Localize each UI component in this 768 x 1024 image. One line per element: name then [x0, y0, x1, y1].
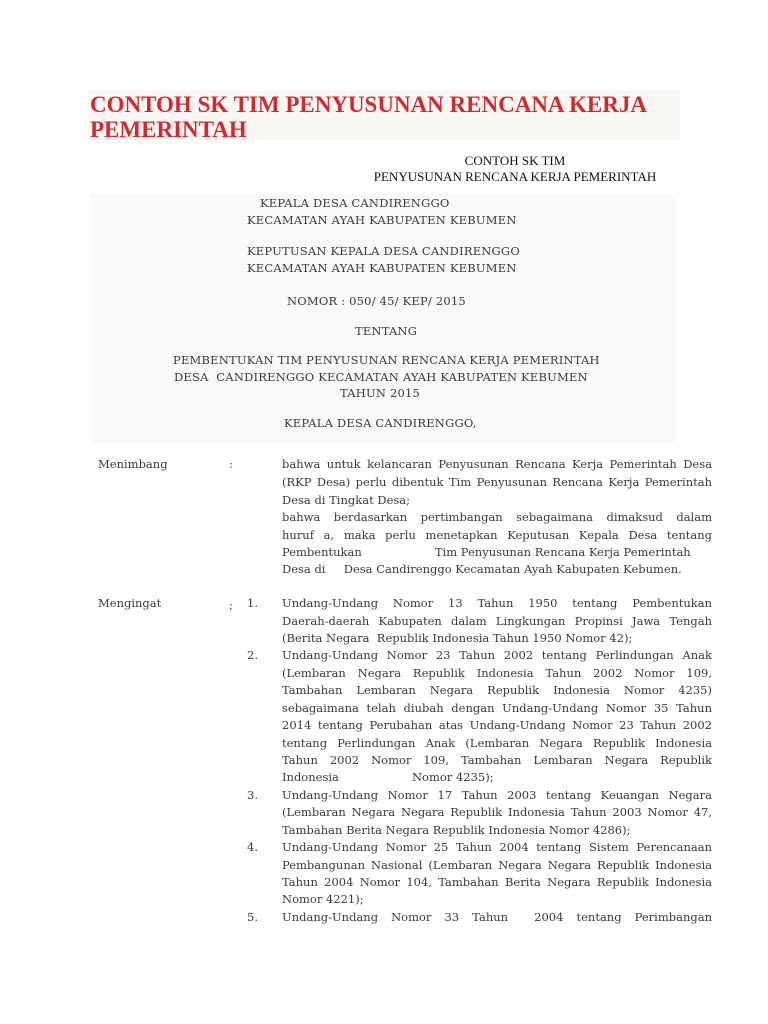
mengingat-item-line: Undang-Undang Nomor 33 Tahun 2004 tentang Perimbangan — [282, 910, 712, 924]
header-tentang: TENTANG — [355, 324, 418, 338]
header-closing: KEPALA DESA CANDIRENGGO, — [284, 416, 477, 430]
decree-header-box — [90, 194, 676, 444]
menimbang-line: bahwa berdasarkan pertimbangan sebagaimana dimaksud dalam — [282, 510, 712, 524]
header-subject-line: DESA CANDIRENGGO KECAMATAN AYAH KABUPATEN KEBUMEN — [174, 370, 588, 384]
mengingat-item-line: Undang-Undang Nomor 13 Tahun 1950 tentang Pembentukan — [282, 596, 712, 610]
mengingat-item-line: Pembangunan Nasional (Lembaran Negara Negara Republik Indonesia — [282, 858, 712, 872]
mengingat-item-line: 2014 tentang Perubahan atas Undang-Undang Nomor 23 Tahun 2002 — [282, 718, 712, 732]
mengingat-item-line: Nomor 4221); — [282, 892, 364, 906]
header-nomor: NOMOR : 050/ 45/ KEP/ 2015 — [287, 294, 466, 308]
mengingat-item-number: 3. — [247, 788, 258, 802]
mengingat-item-line: Undang-Undang Nomor 23 Tahun 2002 tentang Perlindungan Anak — [282, 648, 712, 662]
mengingat-label: Mengingat — [98, 596, 162, 610]
menimbang-colon: : — [229, 457, 233, 471]
mengingat-colon: ; — [229, 598, 233, 612]
mengingat-item-number: 4. — [247, 840, 258, 854]
header-subject-line: TAHUN 2015 — [340, 386, 421, 400]
subtitle — [355, 153, 675, 185]
header-keputusan-line: KECAMATAN AYAH KABUPATEN KEBUMEN — [247, 261, 517, 275]
menimbang-line: Desa di Desa Candirenggo Kecamatan Ayah Kabupaten Kebumen. — [282, 562, 682, 576]
menimbang-line: bahwa untuk kelancaran Penyusunan Rencana Kerja Pemerintah Desa — [282, 457, 712, 471]
mengingat-item-line: Indonesia Nomor 4235); — [282, 770, 494, 784]
mengingat-item-line: (Lembaran Negara Republik Indonesia Tahun 2002 Nomor 109, — [282, 666, 712, 680]
mengingat-item-line: Undang-Undang Nomor 17 Tahun 2003 tentang Keuangan Negara — [282, 788, 712, 802]
header-kepala-line: KECAMATAN AYAH KABUPATEN KEBUMEN — [247, 213, 517, 227]
subtitle-line: CONTOH SK TIM — [464, 153, 566, 168]
menimbang-line: Pembentukan Tim Penyusunan Rencana Kerja Pemerintah — [282, 545, 691, 559]
menimbang-line: huruf a, maka perlu menetapkan Keputusan Kepala Desa tentang — [282, 528, 712, 542]
menimbang-line: Desa di Tingkat Desa; — [282, 493, 411, 507]
mengingat-item-line: Tambahan Lembaran Negara Republik Indonesia Nomor 4235) — [282, 683, 712, 697]
mengingat-item-line: Daerah-daerah Kabupaten dalam Lingkungan Propinsi Jawa Tengah — [282, 614, 712, 628]
header-keputusan-line: KEPUTUSAN KEPALA DESA CANDIRENGGO — [247, 244, 520, 258]
header-subject-line: PEMBENTUKAN TIM PENYUSUNAN RENCANA KERJA PEMERINTAH — [173, 353, 600, 367]
mengingat-item-line: (Lembaran Negara Negara Republik Indonesia Tahun 2003 Nomor 47, — [282, 805, 712, 819]
mengingat-item-number: 1. — [247, 596, 258, 610]
menimbang-label: Menimbang — [98, 457, 168, 471]
subtitle-line: PENYUSUNAN RENCANA KERJA PEMERINTAH — [373, 169, 657, 184]
title-block — [88, 90, 680, 140]
menimbang-line: (RKP Desa) perlu dibentuk Tim Penyusunan Rencana Kerja Pemerintah — [282, 475, 712, 489]
document-title: CONTOH SK TIM PENYUSUNAN RENCANA KERJA PEMERINTAH — [90, 92, 646, 142]
mengingat-item-line: sebagaimana telah diubah dengan Undang-Undang Nomor 35 Tahun — [282, 701, 712, 715]
mengingat-item-line: tentang Perlindungan Anak (Lembaran Negara Republik Indonesia — [282, 736, 712, 750]
mengingat-item-number: 2. — [247, 648, 258, 662]
header-kepala-line: KEPALA DESA CANDIRENGGO — [260, 196, 450, 210]
mengingat-item-line: Undang-Undang Nomor 25 Tahun 2004 tentang Sistem Perencanaan — [282, 840, 712, 854]
mengingat-item-line: Tahun 2002 Nomor 109, Tambahan Lembaran Negara Republik — [282, 753, 712, 767]
mengingat-item-line: Tambahan Berita Negara Republik Indonesia Nomor 4286); — [282, 823, 631, 837]
mengingat-item-line: Tahun 2004 Nomor 104, Tambahan Berita Negara Republik Indonesia — [282, 875, 712, 889]
mengingat-item-number: 5. — [247, 910, 258, 924]
mengingat-item-line: (Berita Negara Republik Indonesia Tahun 1950 Nomor 42); — [282, 631, 633, 645]
